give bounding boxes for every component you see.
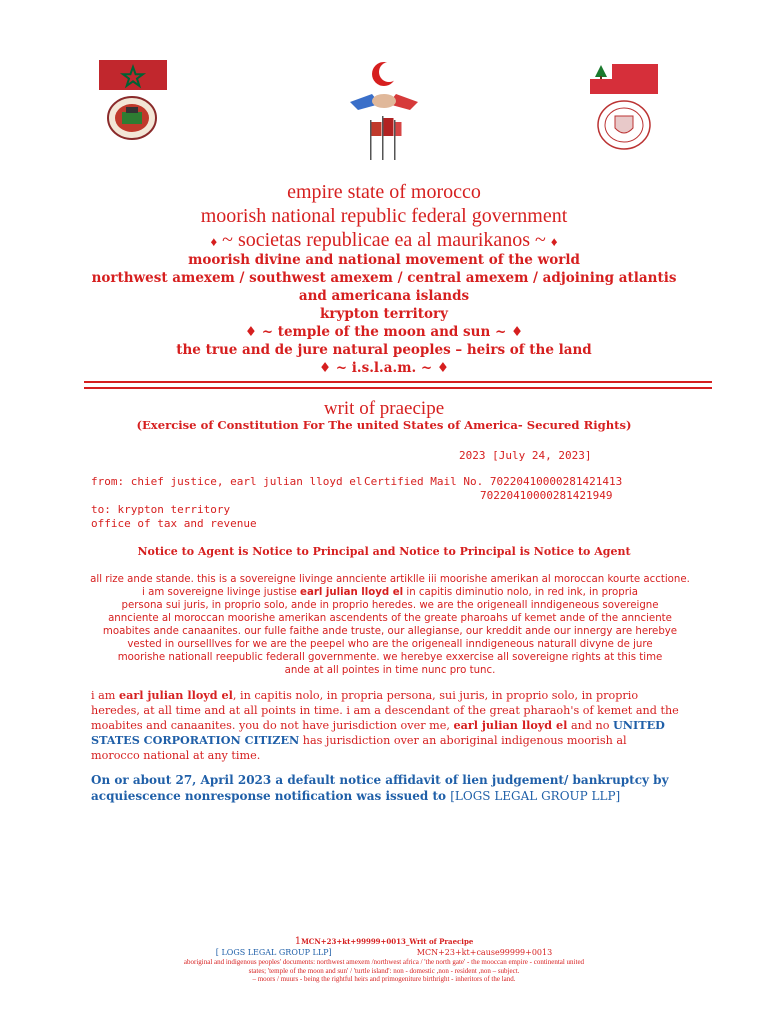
- emblem-small-icon: ♦: [511, 324, 524, 340]
- footer-block: [0, 936, 768, 984]
- emblem-small-icon: ♦: [550, 234, 558, 249]
- header-sub-5: ♦ ~ temple of the moon and sun ~ ♦: [244, 324, 524, 340]
- emblem-small-icon: ♦: [318, 360, 332, 376]
- certified-mail-number: Certified Mail No. 70220410000281421413: [364, 475, 623, 488]
- header-title-block: [0, 180, 768, 254]
- to-line-1: to: krypton territory: [91, 503, 231, 516]
- writ-subtitle: (Exercise of Constitution For The united States of America- Secured Rights): [136, 418, 632, 432]
- round-seal-emblem: [597, 100, 651, 150]
- notice-line: Notice to Agent is Notice to Principal and Notice to Principal is Notice to Agent: [137, 545, 631, 558]
- paragraph-jurisdiction: i am earl julian lloyd el, in capitis nolo, in propria persona, sui juris, in proprio solo, in proprio heredes, at all time and at all points in time. i am a descendant of the great pharaoh's of kemet and the moabites and canaanites. you do not have jurisdiction over me, earl julian lloyd el and no UNITED STATES CORPORATION CITIZEN has jurisdiction over an aboriginal indigenous moorish al morocco national at any time.: [91, 688, 679, 762]
- footer-line-2: states; 'temple of the moon and sun' / 'turtle island': non - domestic ,non - resident ,non – subject.: [248, 966, 520, 975]
- red-flag-with-tree: [590, 64, 658, 94]
- header-sub-7: ♦ ~ i.s.l.a.m. ~ ♦: [318, 360, 450, 376]
- header-sub-3: and americana islands: [298, 288, 470, 304]
- from-line: from: chief justice, earl julian lloyd el: [91, 475, 363, 488]
- footer-cause: MCN+23+kt+cause99999+0013: [416, 948, 553, 957]
- morocco-flag: [99, 60, 167, 90]
- header-line-2: moorish national republic federal government: [200, 205, 568, 227]
- header-line-3: ♦ ~ societas republicae ea al maurikanos ~ ♦: [210, 229, 558, 251]
- header-sub-4: krypton territory: [320, 306, 448, 322]
- header-sub-1: moorish divine and national movement of the world: [188, 252, 580, 268]
- footer-line-1: aboriginal and indigenous peoples' documents: northwest amexem /northwest africa / 'the north gate' - the mooccan empire - continental united: [183, 958, 585, 966]
- header-sub-2: northwest amexem / southwest amexem / central amexem / adjoining atlantis: [91, 270, 677, 286]
- footer-client: [ LOGS LEGAL GROUP LLP]: [215, 948, 332, 957]
- seal-emblem: [107, 96, 157, 140]
- page-number: 1: [294, 936, 302, 947]
- emblem-small-icon: ♦: [244, 324, 257, 340]
- flags-icon: [366, 116, 402, 160]
- to-line-2: office of tax and revenue: [91, 517, 257, 530]
- header-line-1: empire state of morocco: [287, 181, 481, 203]
- footer-ref-line: [0, 936, 768, 948]
- footer-line-3: – moors / muurs - being the rightful heirs and primogeniture birthright - inheritors of the land.: [252, 975, 516, 983]
- writ-date: 2023 [July 24, 2023]: [459, 449, 592, 462]
- header-divider-top: [84, 381, 712, 383]
- emblem-small-icon: ♦: [436, 360, 450, 376]
- paragraph-sovereign: all rize ande stande. this is a sovereigne livinge annciente artiklle iii moorishe amerikan al moroccan kourte acctione. i am sovereigne livinge justise earl julian lloyd el in capitis diminutio nolo, in red ink, in propria persona sui juris, in proprio solo, ande in proprio heredes. we are the origeneall inndigeneous sovereigne annciente al moroccan moorishe amerikan ascendents of the greate pharoahs uf kemet ande of the annciente moabites ande canaanites. our fulle faithe ande truste, our allegianse, our kreddit ande our innergy are herebye vested in ourselllves for we are the peepel who are the origeneall inndigeneous naturall divyne de jure moorishe nationall reepublic federall governmente. we herebye exxercise all sovereigne rights at this time ande at all pointes in time nunc pro tunc.: [90, 574, 690, 676]
- handshake-icon: [350, 90, 418, 112]
- header-subtitle-block: [0, 251, 768, 377]
- header-sub-6: the true and de jure natural peoples – heirs of the land: [176, 342, 592, 358]
- certified-mail-number-2: 70220410000281421949: [480, 489, 613, 502]
- emblem-small-icon: ♦: [210, 234, 218, 249]
- crescent-icon: [369, 60, 399, 88]
- paragraph-default-notice: On or about 27, April 2023 a default notice affidavit of lien judgement/ bankruptcy by acquiescence nonresponse notification was issued to [LOGS LEGAL GROUP LLP]: [91, 773, 669, 803]
- header-divider-bottom: [84, 387, 712, 389]
- footer-ref: MCN+23+kt+99999+0013_Writ of Praecipe: [301, 937, 474, 946]
- footer-client-line: [0, 948, 768, 958]
- writ-title: writ of praecipe: [323, 398, 445, 419]
